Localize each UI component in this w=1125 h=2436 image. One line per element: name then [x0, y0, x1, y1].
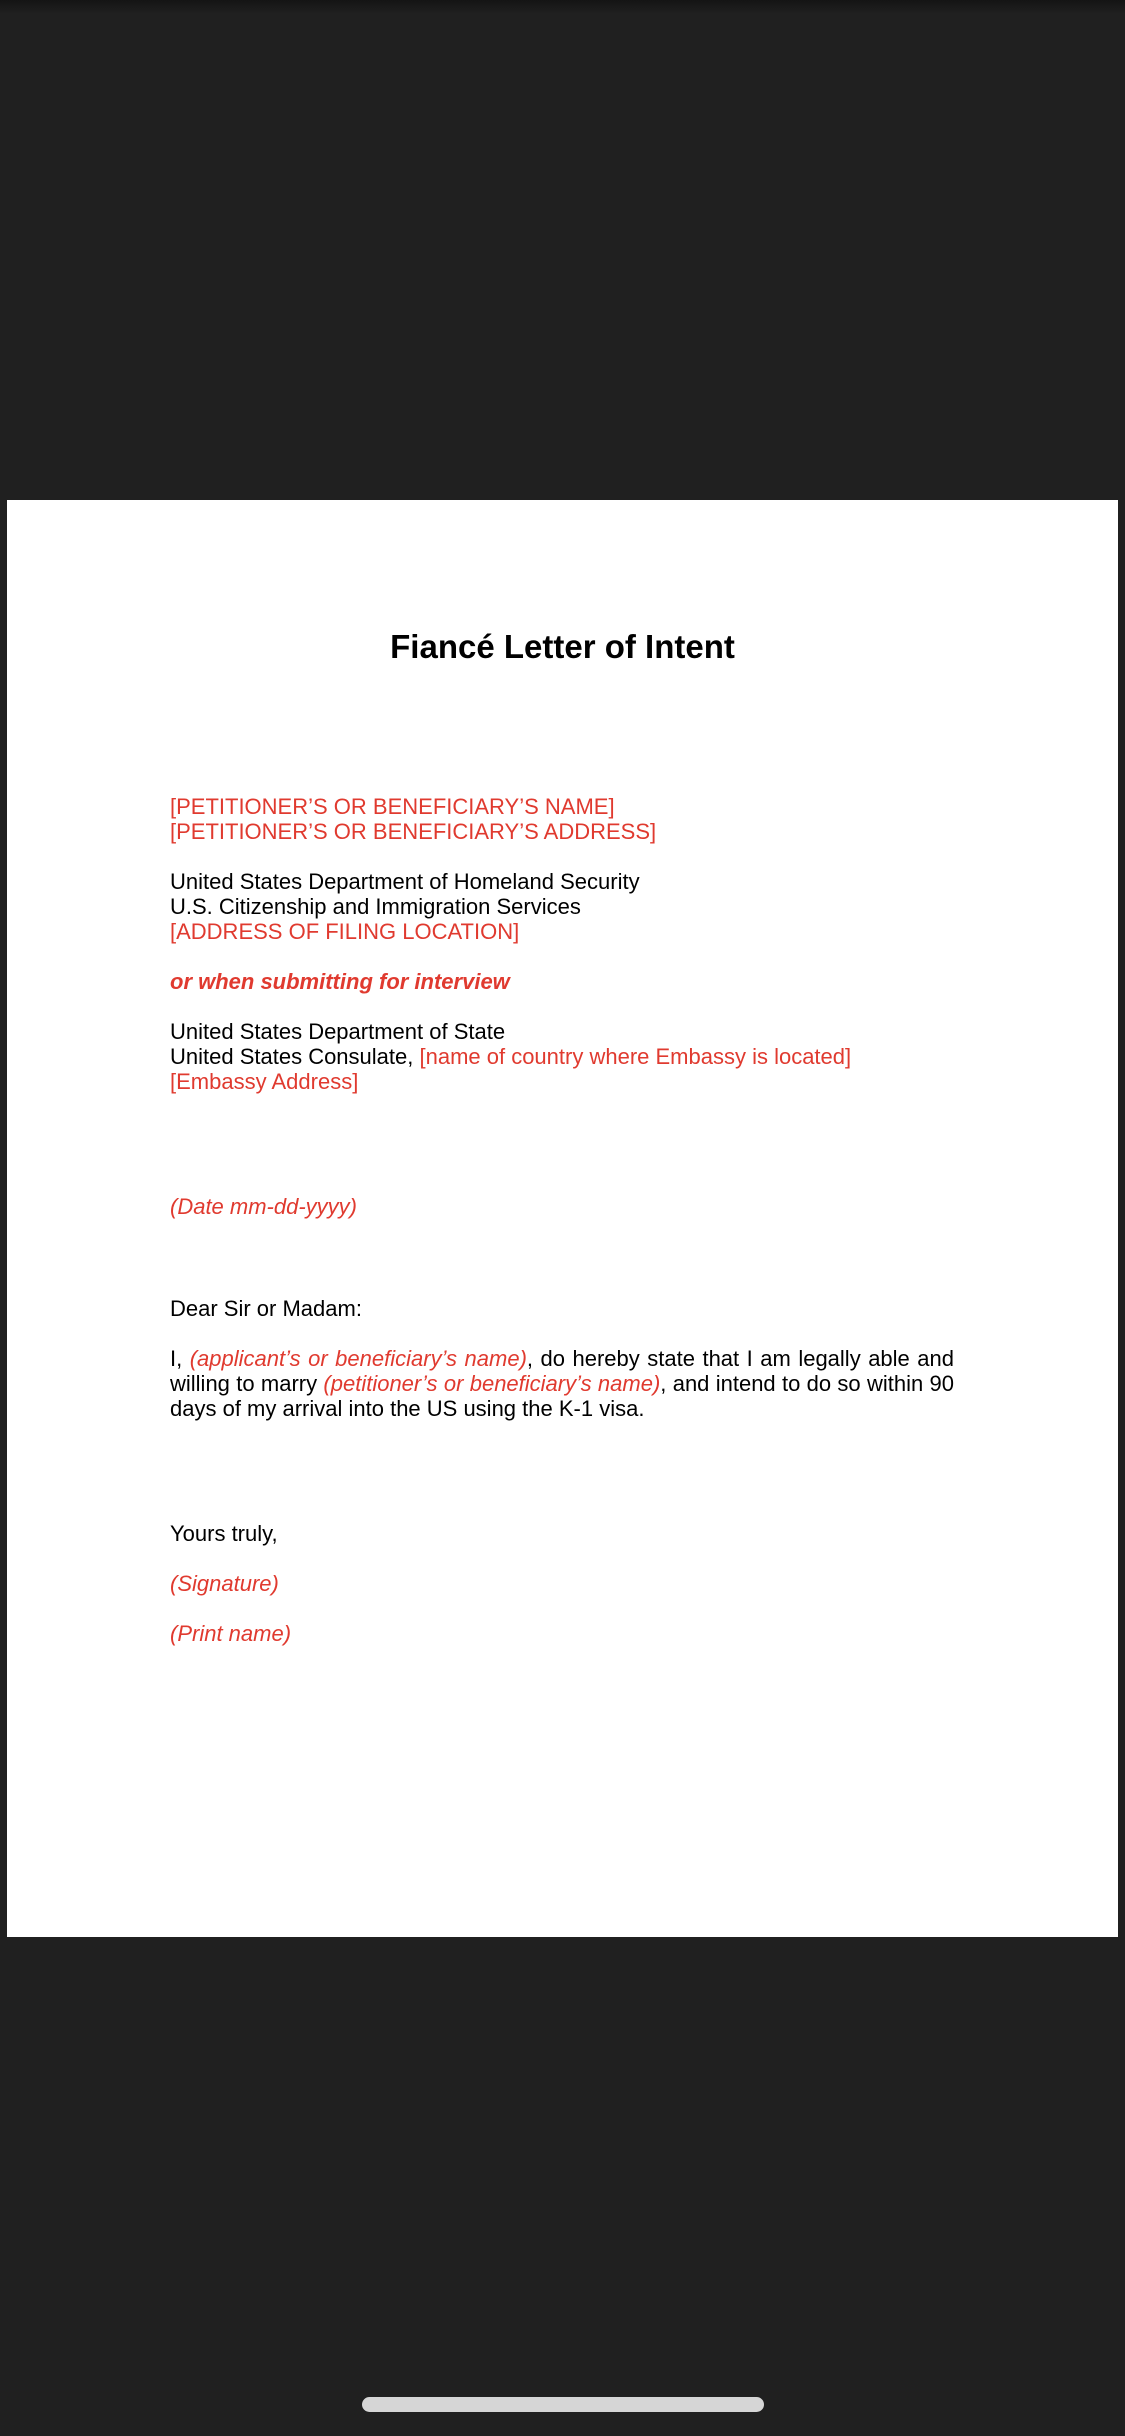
salutation: Dear Sir or Madam:: [170, 1296, 362, 1321]
petitioner-placeholder: (petitioner’s or beneficiary’s name): [323, 1371, 661, 1396]
alternative-note: or when submitting for interview: [170, 969, 510, 994]
date-placeholder: (Date mm-dd-yyyy): [170, 1194, 358, 1219]
document-page[interactable]: [7, 500, 1118, 1937]
document-title: Fiancé Letter of Intent: [390, 628, 735, 665]
filing-address-placeholder: [ADDRESS OF FILING LOCATION]: [170, 919, 520, 944]
embassy-address-placeholder: [Embassy Address]: [170, 1069, 359, 1094]
recipient-state-line1: United States Department of State: [170, 1019, 506, 1044]
sender-name-placeholder: [PETITIONER’S OR BENEFICIARY’S NAME]: [170, 794, 615, 819]
country-placeholder: [name of country where Embassy is located]: [419, 1044, 852, 1069]
applicant-placeholder: (applicant’s or beneficiary’s name): [189, 1346, 527, 1371]
recipient-dhs-line1: United States Department of Homeland Security: [170, 869, 640, 894]
body-paragraph: [170, 1346, 954, 1421]
consulate-line: [170, 1044, 851, 1069]
print-name-placeholder: (Print name): [170, 1621, 292, 1646]
body-part1: I,: [170, 1346, 190, 1371]
top-shade: [0, 0, 1125, 14]
closing: Yours truly,: [170, 1521, 278, 1546]
signature-placeholder: (Signature): [170, 1571, 279, 1596]
consulate-prefix: United States Consulate,: [170, 1044, 420, 1069]
body-part3: , and intend to do so within 90 days of my arrival into the US using the K-1 visa.: [170, 1371, 954, 1421]
body-part2: , do hereby state that I am legally able and willing to marry: [170, 1346, 954, 1396]
recipient-dhs-line2: U.S. Citizenship and Immigration Services: [170, 894, 581, 919]
sender-address-placeholder: [PETITIONER’S OR BENEFICIARY’S ADDRESS]: [170, 819, 657, 844]
home-indicator[interactable]: [362, 2397, 764, 2412]
